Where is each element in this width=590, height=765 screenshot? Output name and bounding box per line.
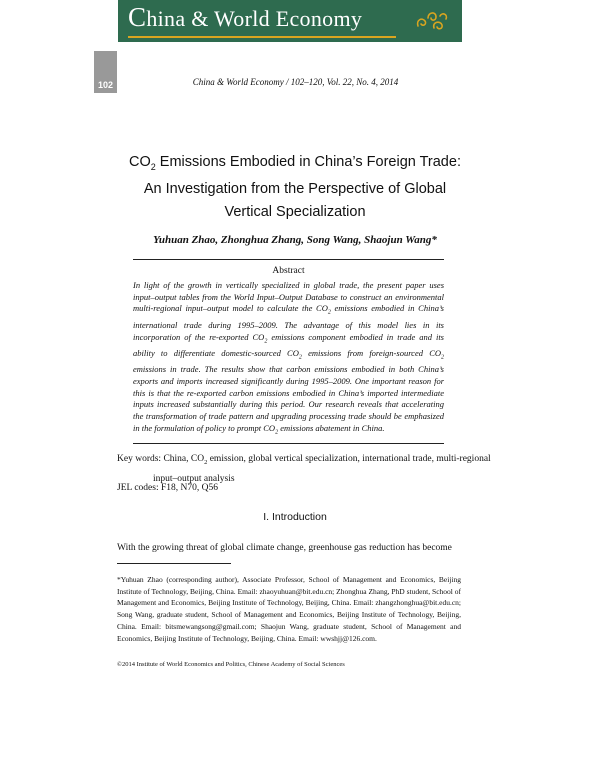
- abstract-part-5: emissions in trade. The results show that carbon emissions embodied in both China’s exports and imports increased significantly during 1995–2009. One important reason for this is that the re-exported carbon emissions embodied in China’s imported intermediate inputs increased substantially during this period. Our research reveals that accelerating the transformation of trade pattern and upgrading processing trade should be emphasized in the formulation of policy to prompt CO: [133, 364, 444, 433]
- title-line-1: [100, 151, 490, 178]
- abstract-bottom-rule: [133, 443, 444, 444]
- banner-gold-rule: [128, 36, 396, 38]
- title-line-1-rest: Emissions Embodied in China’s Foreign Trade:: [155, 154, 461, 170]
- title-line-2: An Investigation from the Perspective of Global: [143, 181, 447, 198]
- abstract-subscript-1: 2: [327, 310, 331, 317]
- intro-paragraph: With the growing threat of global climate change, greenhouse gas reduction has become: [117, 543, 452, 553]
- page-number-tab: [94, 51, 117, 93]
- keywords-label: Key words:: [117, 454, 162, 464]
- journal-title-initial: C: [128, 2, 147, 32]
- section-heading: I. Introduction: [263, 511, 327, 523]
- article-title: [100, 151, 490, 223]
- keywords: [117, 451, 499, 487]
- abstract-subscript-3: 2: [298, 354, 302, 361]
- journal-banner: [118, 0, 462, 42]
- abstract-text: [133, 280, 444, 439]
- journal-logo-icon: [414, 8, 450, 34]
- abstract-subscript-4: 2: [441, 354, 444, 361]
- keywords-part-2: emission, global vertical specialization, international trade, multi-regional input–output analysis: [153, 454, 491, 484]
- running-head: China & World Economy / 102–120, Vol. 22, No. 4, 2014: [192, 77, 399, 87]
- abstract-part-1: In light of the growth in vertically specialized in global trade, the present paper uses input–output tables from the World Input–Output Database to construct an environmental multi-regional input–output model to calculate the CO: [133, 280, 444, 314]
- copyright-notice: ©2014 Institute of World Economics and Politics, Chinese Academy of Social Sciences: [117, 661, 345, 668]
- keywords-part-1: China, CO: [161, 454, 205, 464]
- author-list: Yuhuan Zhao, Zhonghua Zhang, Song Wang, Shaojun Wang*: [153, 234, 437, 246]
- keywords-subscript: 2: [204, 458, 208, 466]
- abstract-subscript-5: 2: [275, 429, 279, 436]
- author-footnote: *Yuhuan Zhao (corresponding author), Associate Professor, School of Management and Economics, Beijing Institute of Technology, Beijing, China. Email: zhaoyuhuan@bit.edu.cn; Zhonghua Zhang, PhD student, School of Management and Economics, Beijing Institute of Technology, Beijing, China. Email: zhangzhonghua@bit.edu.cn; Song Wang, graduate student, School of Management and Economics, Beijing Institute of Technology, Beijing, China. Email: bitsmewangsong@gmail.com; Shaojun Wang, graduate student, School of Management and Economics, Beijing Institute of Technology, Beijing, China. Email: wwshjj@126.com.: [117, 575, 461, 643]
- title-line-3: Vertical Specialization: [224, 203, 366, 220]
- abstract-top-rule: [133, 259, 444, 260]
- title-co-subscript: 2: [150, 161, 156, 172]
- abstract-part-3: emissions component embodied in trade and its ability to differentiate domestic-sourced CO: [133, 331, 444, 358]
- page-number: 102: [97, 80, 114, 90]
- journal-title-rest: hina & World Economy: [146, 6, 363, 31]
- abstract-part-6: emissions abatement in China.: [278, 422, 385, 433]
- footnote-separator: [117, 563, 231, 564]
- abstract-part-2: emissions embodied in China’s international trade during 1995–2009. The advantage of this model lies in its incorporation of the re-exported CO: [133, 303, 444, 342]
- abstract-heading: Abstract: [272, 266, 305, 276]
- title-co: CO: [129, 154, 151, 170]
- abstract-subscript-2: 2: [264, 338, 268, 345]
- abstract-part-4: emissions from foreign-sourced CO: [301, 347, 441, 358]
- jel-codes: JEL codes: F18, N70, Q56: [117, 483, 218, 493]
- journal-title: [128, 2, 362, 33]
